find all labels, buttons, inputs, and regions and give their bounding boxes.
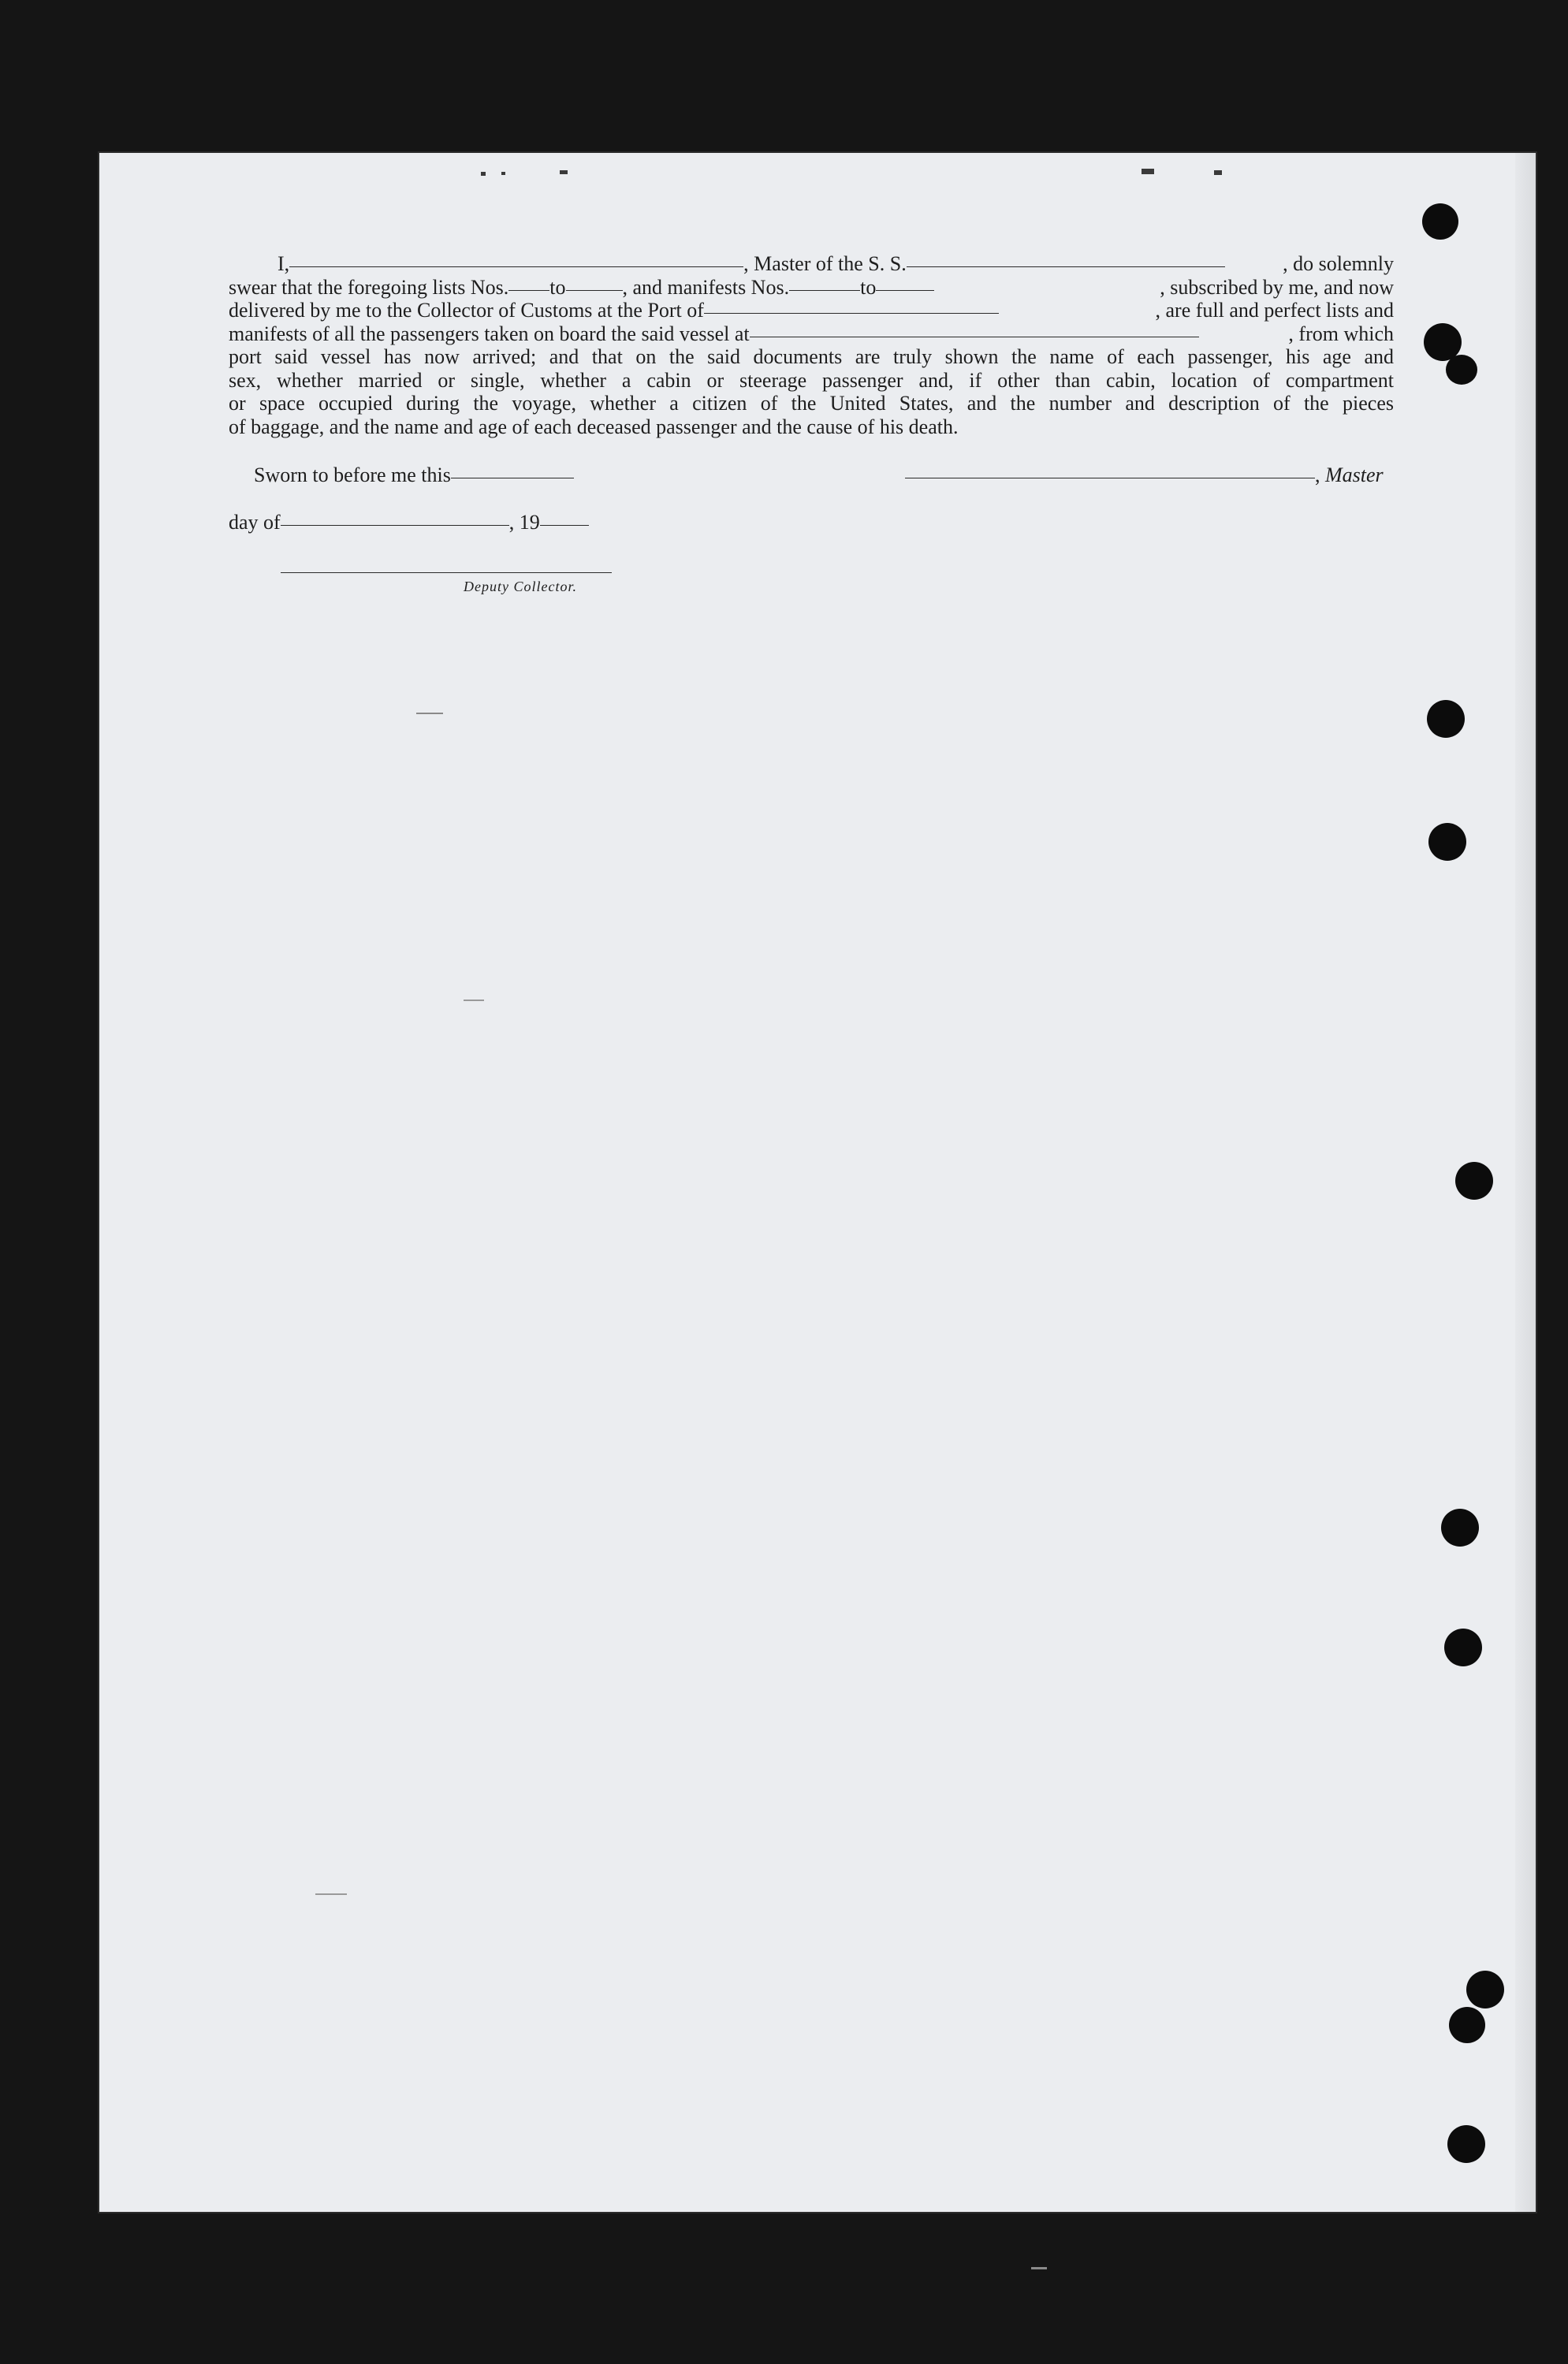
affidavit-text: to bbox=[860, 275, 877, 299]
master-comma: , bbox=[1315, 463, 1320, 486]
affidavit-line bbox=[229, 345, 1394, 369]
year-prefix: , 19 bbox=[508, 511, 540, 534]
scan-speck bbox=[1142, 169, 1154, 174]
day-month-blank bbox=[281, 524, 509, 526]
punch-hole-icon bbox=[1455, 1162, 1493, 1200]
affidavit-text: port said vessel has now arrived; and that on the said documents are truly shown the name of each passenger, his age and bbox=[229, 345, 1394, 368]
affidavit-text: to bbox=[549, 275, 566, 299]
affidavit-line bbox=[229, 392, 1394, 415]
punch-hole-icon bbox=[1446, 355, 1477, 385]
affidavit-text: , Master of the S. S. bbox=[743, 252, 907, 275]
affidavit-paragraph bbox=[229, 252, 1394, 438]
list-from-blank bbox=[508, 289, 549, 291]
affidavit-line bbox=[229, 252, 1394, 276]
affidavit-line bbox=[229, 299, 1394, 322]
scan-speck bbox=[416, 713, 443, 714]
affidavit-text: I, bbox=[277, 252, 290, 275]
sworn-date-blank bbox=[451, 477, 574, 478]
embarkation-blank bbox=[750, 336, 1199, 337]
affidavit-text: , do solemnly bbox=[1283, 252, 1394, 275]
affidavit-text: , and manifests Nos. bbox=[622, 275, 790, 299]
affidavit-text: , from which bbox=[1288, 322, 1394, 345]
scan-speck bbox=[1031, 2267, 1047, 2269]
punch-hole-icon bbox=[1449, 2007, 1485, 2043]
master-label: Master bbox=[1325, 463, 1384, 486]
scan-speck bbox=[501, 172, 505, 175]
punch-hole-icon bbox=[1422, 203, 1458, 240]
punch-hole-icon bbox=[1428, 823, 1466, 861]
master-signature-blank bbox=[905, 477, 1315, 478]
punch-hole-icon bbox=[1441, 1509, 1479, 1547]
vessel-name-blank bbox=[907, 266, 1225, 267]
punch-hole-icon bbox=[1466, 1971, 1504, 2008]
scan-speck bbox=[481, 172, 486, 176]
affidavit-text: of baggage, and the name and age of each deceased passenger and the cause of his death. bbox=[229, 415, 959, 438]
year-blank bbox=[540, 524, 589, 526]
list-to-blank bbox=[566, 289, 623, 291]
affidavit-line bbox=[229, 276, 1394, 300]
manifest-from-blank bbox=[789, 289, 860, 291]
affidavit-text: manifests of all the passengers taken on board the said vessel at bbox=[229, 322, 750, 345]
punch-hole-icon bbox=[1427, 700, 1465, 738]
document-page bbox=[99, 153, 1536, 2212]
affidavit-text: sex, whether married or single, whether a cabin or steerage passenger and, if other than cabin, location of compartment bbox=[229, 368, 1394, 392]
day-of-text: day of bbox=[229, 511, 281, 534]
punch-hole-icon bbox=[1444, 1629, 1482, 1666]
manifest-to-blank bbox=[876, 289, 934, 291]
affidavit-line bbox=[229, 369, 1394, 393]
scan-speck bbox=[1214, 170, 1222, 175]
day-of-line bbox=[229, 511, 589, 534]
deputy-collector-signature-line bbox=[281, 572, 612, 573]
punch-hole-icon bbox=[1447, 2125, 1485, 2163]
sworn-statement bbox=[254, 463, 574, 487]
scan-speck bbox=[315, 1893, 347, 1895]
port-blank bbox=[704, 312, 999, 314]
affidavit-text: , are full and perfect lists and bbox=[1155, 299, 1394, 322]
scan-speck bbox=[464, 1000, 484, 1001]
page-edge bbox=[1515, 153, 1536, 2212]
affidavit-text: , subscribed by me, and now bbox=[1160, 275, 1394, 299]
affidavit-text: swear that the foregoing lists Nos. bbox=[229, 275, 509, 299]
affidavit-line bbox=[229, 322, 1394, 346]
affidavit-line bbox=[229, 415, 1394, 439]
master-name-blank bbox=[289, 266, 743, 267]
scan-speck bbox=[560, 170, 568, 174]
affidavit-text: delivered by me to the Collector of Customs at the Port of bbox=[229, 299, 704, 322]
deputy-collector-label: Deputy Collector. bbox=[464, 579, 577, 594]
master-signature bbox=[905, 463, 1384, 487]
sworn-text: Sworn to before me this bbox=[254, 463, 451, 486]
affidavit-text: or space occupied during the voyage, whether a citizen of the United States, and the number and description of the pieces bbox=[229, 392, 1394, 415]
